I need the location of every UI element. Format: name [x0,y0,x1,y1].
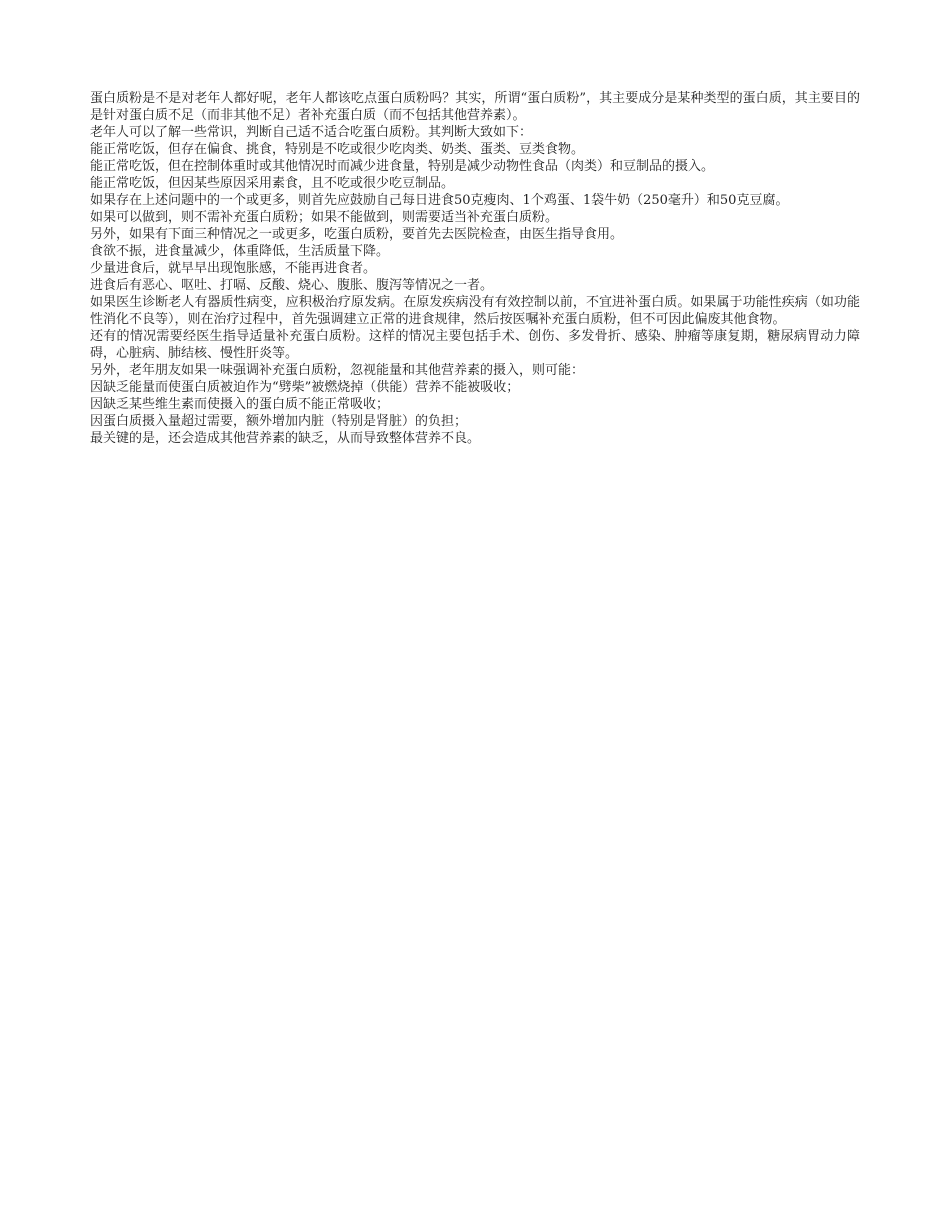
document-body [90,90,860,447]
paragraph-symptom-nausea: 进食后有恶心、呕吐、打嗝、反酸、烧心、腹胀、腹泻等情况之一者。 [90,278,494,293]
paragraph-overemphasis: 另外，老年朋友如果一味强调补充蛋白质粉，忽视能量和其他营养素的摄入，则可能： [90,363,585,378]
paragraph-see-doctor: 另外，如果有下面三种情况之一或更多，吃蛋白质粉，要首先去医院检查，由医生指导食用。 [90,227,624,242]
paragraph-risk-malnutrition: 最关键的是，还会造成其他营养素的缺乏，从而导致整体营养不良。 [90,431,481,446]
paragraph-doctor-guided: 还有的情况需要经医生指导适量补充蛋白质粉。这样的情况主要包括手术、创伤、多发骨折、感染、肿瘤等康复期，糖尿病胃动力障碍，心脏病、肺结核、慢性肝炎等。 [90,329,860,361]
paragraph-daily-intake: 如果存在上述问题中的一个或更多，则首先应鼓励自己每日进食50克瘦肉、1个鸡蛋、1袋牛奶（250毫升）和50克豆腐。 [90,193,789,208]
paragraph-organic-disease: 如果医生诊断老人有器质性病变，应积极治疗原发病。在原发疾病没有有效控制以前，不宜进补蛋白质。如果属于功能性疾病（如功能性消化不良等），则在治疗过程中，首先强调建立正常的进食规律，然后按医嘱补充蛋白质粉，但不可因此偏废其他食物。 [90,295,860,327]
paragraph-intro: 蛋白质粉是不是对老年人都好呢，老年人都该吃点蛋白质粉吗？其实，所谓“蛋白质粉”，其主要成分是某种类型的蛋白质，其主要目的是针对蛋白质不足（而非其他不足）者补充蛋白质（而不包括其他营养素）。 [90,91,860,123]
paragraph-case-weight-control: 能正常吃饭，但在控制体重时或其他情况时而减少进食量，特别是减少动物性食品（肉类）和豆制品的摄入。 [90,159,715,174]
paragraph-supplement-advice: 如果可以做到，则不需补充蛋白质粉；如果不能做到，则需要适当补充蛋白质粉。 [90,210,559,225]
paragraph-case-vegetarian: 能正常吃饭，但因某些原因采用素食，且不吃或很少吃豆制品。 [90,176,455,191]
paragraph-symptom-appetite: 食欲不振，进食量减少，体重降低，生活质量下降。 [90,244,390,259]
paragraph-risk-vitamin: 因缺乏某些维生素而使摄入的蛋白质不能正常吸收； [90,397,390,412]
paragraph-judgement-intro: 老年人可以了解一些常识，判断自己适不适合吃蛋白质粉。其判断大致如下： [90,125,533,140]
paragraph-risk-energy: 因缺乏能量而使蛋白质被迫作为“劈柴”被燃烧掉（供能）营养不能被吸收； [90,380,520,395]
paragraph-case-picky-eating: 能正常吃饭，但存在偏食、挑食，特别是不吃或很少吃肉类、奶类、蛋类、豆类食物。 [90,142,585,157]
paragraph-risk-kidney: 因蛋白质摄入量超过需要，额外增加内脏（特别是肾脏）的负担； [90,414,468,429]
paragraph-symptom-fullness: 少量进食后，就早早出现饱胀感，不能再进食者。 [90,261,377,276]
